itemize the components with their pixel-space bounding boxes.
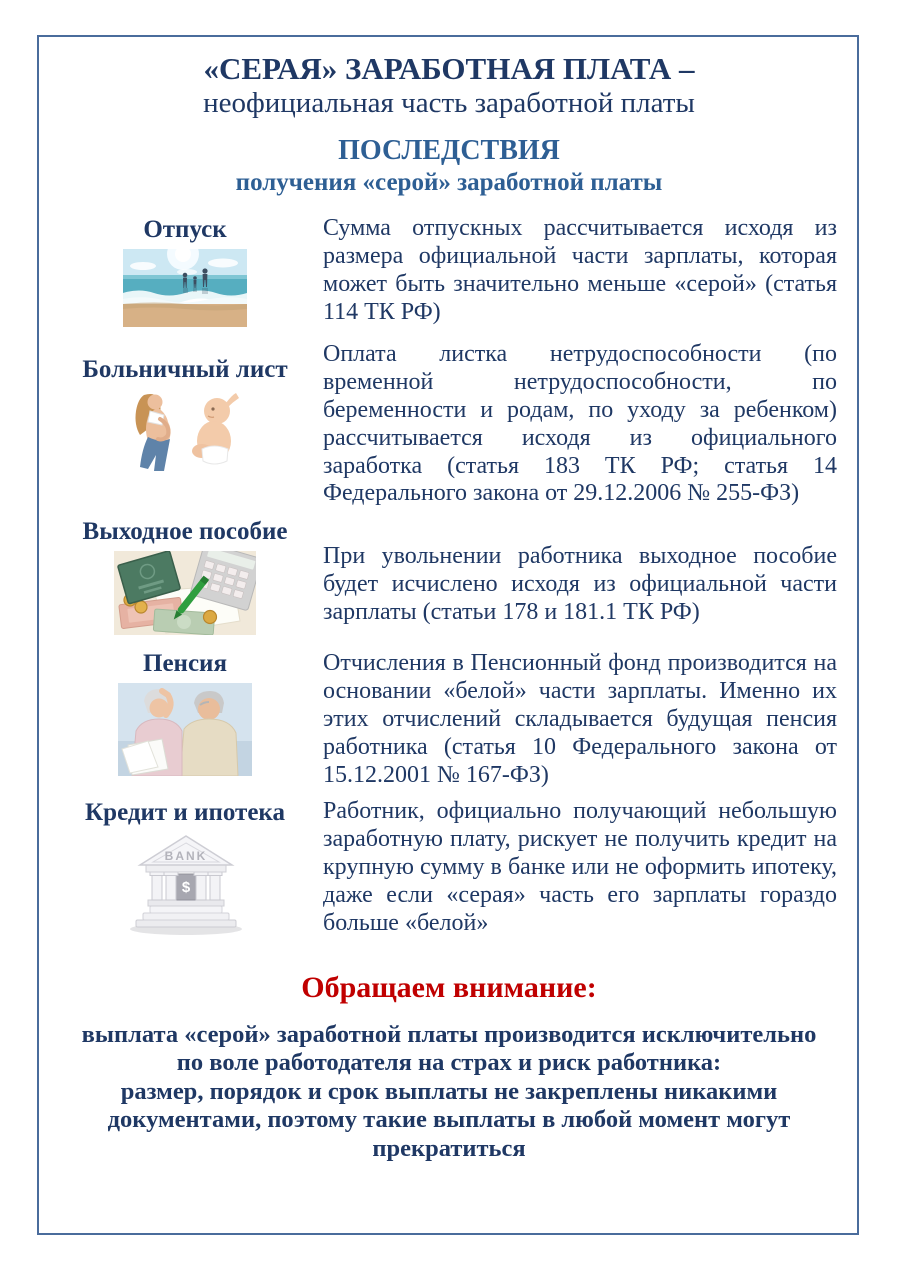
- row-sick-leave-text: Оплата листка нетрудоспособности (по временной нетрудоспособности, по беременности и родам, по уходу за ребенком) рассчитывается исходя из официального заработка (статья 183 ТК РФ; статья 14 Федерального закона от 29.12.2006 № 255-ФЗ): [323, 341, 837, 507]
- row-credit-text: Работник, официально получающий небольшую заработную плату, рискует не получить кредит на крупную сумму в банке или не оформить ипотеку, даже если «серая» часть его зарплаты гораздо больше «белой»: [323, 798, 837, 936]
- notice-line-1: выплата «серой» заработной платы производится исключительно по воле работодателя на страх и риск работника:: [81, 1020, 817, 1077]
- row-sick-leave: [61, 341, 837, 508]
- row-pension-left: [61, 649, 309, 789]
- row-severance: [61, 517, 837, 640]
- row-vacation: [61, 215, 837, 332]
- notice-heading: Обращаем внимание:: [301, 971, 597, 1005]
- row-pension-text: Отчисления в Пенсионный фонд производится на основании «белой» части зарплаты. Именно их этих отчислений складывается будущая пенсия работника (статья 10 Федерального закона от 15.12.2001 № 167-ФЗ): [323, 650, 837, 788]
- workbook-calculator-money-photo: [114, 551, 256, 635]
- row-severance-left: [61, 517, 309, 640]
- row-credit: [61, 798, 837, 941]
- row-vacation-text: Сумма отпускных рассчитывается исходя из размера официальной части зарплаты, которая может быть значительно меньше «серой» (статья 114 ТК РФ): [323, 215, 837, 325]
- row-severance-label: Выходное пособие: [82, 518, 288, 546]
- consequence-rows: [61, 215, 837, 941]
- page-border-frame: [37, 35, 859, 1235]
- bank-dollar-sign: $: [181, 879, 191, 897]
- row-vacation-left: [61, 215, 309, 332]
- row-pension: [61, 649, 837, 789]
- page-subtitle: неофициальная часть заработной платы: [203, 86, 695, 119]
- consequences-heading: ПОСЛЕДСТВИЯ: [338, 134, 560, 166]
- row-pension-label: Пенсия: [143, 650, 227, 678]
- notice-body: [73, 1021, 825, 1163]
- title-block: [61, 51, 837, 120]
- row-vacation-label: Отпуск: [143, 216, 227, 244]
- notice-line-2: размер, порядок и срок выплаты не закреплены никакими документами, поэтому такие выплаты в любой момент могут прекратиться: [107, 1077, 791, 1162]
- row-credit-label: Кредит и ипотека: [85, 799, 285, 827]
- page-title: «СЕРАЯ» ЗАРАБОТНАЯ ПЛАТА –: [203, 51, 695, 86]
- elderly-couple-photo: [118, 683, 252, 776]
- row-sick-leave-label: Больничный лист: [82, 356, 288, 384]
- consequences-subheading: получения «серой» заработной платы: [235, 169, 663, 197]
- row-credit-left: [61, 798, 309, 941]
- bank-sign-text: BANK: [164, 849, 208, 864]
- bank-building-image: [110, 832, 260, 936]
- pregnant-woman-and-baby-photo: [114, 389, 256, 473]
- beach-family-photo: [123, 249, 247, 327]
- row-severance-text: При увольнении работника выходное пособие будет исчислено исходя из официальной части зарплаты (статьи 178 и 181.1 ТК РФ): [323, 543, 837, 625]
- section-heading-block: [61, 135, 837, 198]
- row-sick-leave-left: [61, 341, 309, 508]
